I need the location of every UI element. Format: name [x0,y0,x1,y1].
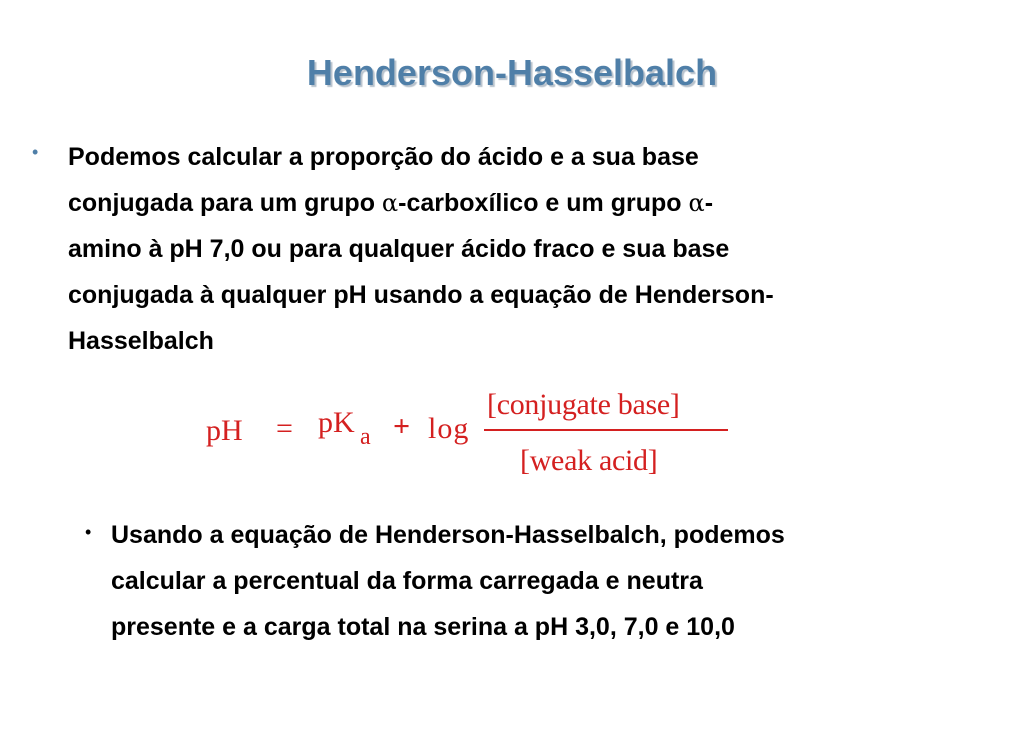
line-text: - [704,189,714,217]
paragraph-line: Podemos calcular a proporção do ácido e a sua base [68,143,699,171]
equation-denominator: [weak acid] [520,444,658,477]
equation-log: log [428,412,470,445]
equation-plus: + [393,410,411,443]
equation-pk-subscript: a [360,424,371,450]
alpha-symbol: α [381,189,399,217]
equation-numerator: [conjugate base] [487,388,680,421]
paragraph-line: conjugada à qualquer pH usando a equação de Henderson- [68,281,774,309]
bullet-paragraph-1 [68,134,988,364]
bullet-marker: • [85,522,92,542]
paragraph-line: Usando a equação de Henderson-Hasselbalch, podemos [111,521,785,549]
paragraph-line [68,180,988,226]
fraction-bar [484,429,728,431]
bullet-marker: • [32,142,39,162]
alpha-symbol: α [688,189,705,217]
paragraph-line: amino à pH 7,0 ou para qualquer ácido fraco e sua base [68,235,730,263]
equation-ph: pH [206,414,243,447]
equation-equals: = [276,412,293,445]
bullet-paragraph-2 [111,512,1001,650]
paragraph-line: presente e a carga total na serina a pH 3,0, 7,0 e 10,0 [111,613,735,641]
line-text: conjugada para um grupo [68,189,382,217]
equation-pk: pK [318,406,355,439]
paragraph-line: Hasselbalch [68,327,214,355]
paragraph-line: calcular a percentual da forma carregada e neutra [111,567,703,595]
line-text: -carboxílico e um grupo [398,189,689,217]
slide-title: Henderson-Hasselbalch [306,52,718,93]
